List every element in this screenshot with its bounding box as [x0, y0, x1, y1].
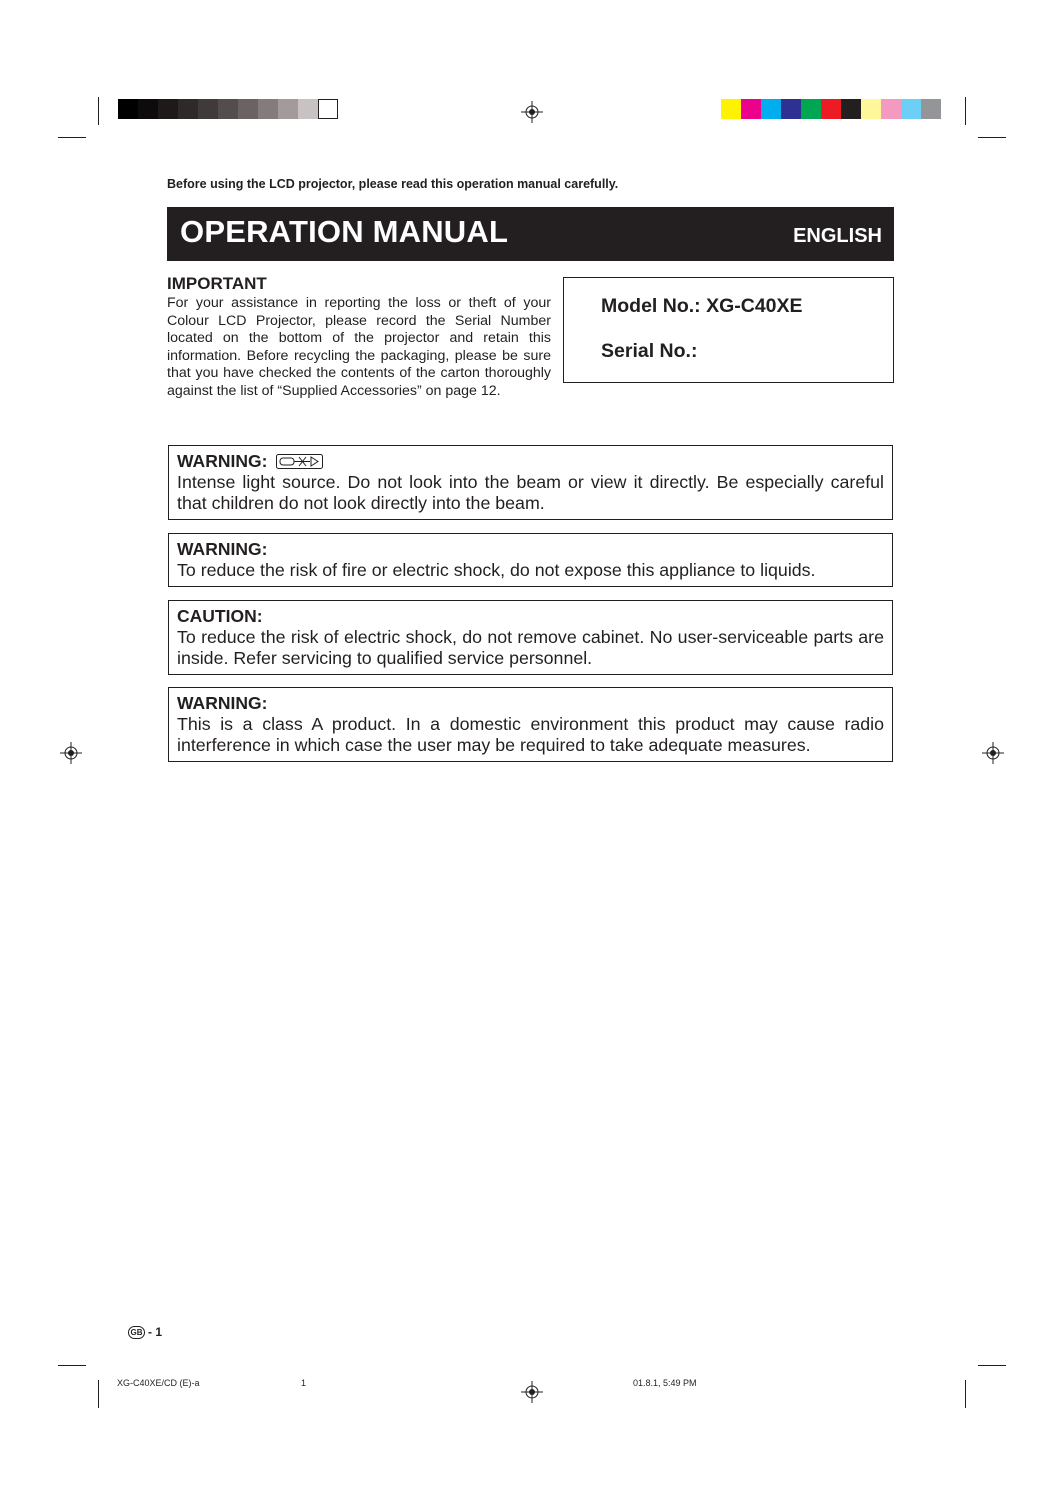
crop-mark: [965, 97, 966, 125]
color-swatch: [761, 99, 781, 119]
intro-note: Before using the LCD projector, please read this operation manual carefully.: [167, 177, 619, 191]
gray-swatch: [218, 99, 238, 119]
laser-beam-symbol-icon: [276, 454, 323, 469]
manual-header: [167, 207, 894, 261]
crop-mark: [58, 137, 86, 138]
notice-title: CAUTION:: [177, 606, 263, 626]
gray-swatch: [318, 99, 338, 119]
color-swatch: [781, 99, 801, 119]
color-swatch: [921, 99, 941, 119]
notice-text: Intense light source. Do not look into the beam or view it directly. Be especially careful that children do not look directly into the beam.: [177, 472, 884, 513]
page-title: OPERATION MANUAL: [180, 214, 509, 249]
gray-swatch: [178, 99, 198, 119]
crop-mark: [978, 137, 1006, 138]
notice-title: WARNING:: [177, 693, 268, 713]
color-swatch: [861, 99, 881, 119]
footer-page: 1: [301, 1378, 307, 1388]
crop-mark: [978, 1365, 1006, 1366]
notice-text: To reduce the risk of electric shock, do not remove cabinet. No user-serviceable parts are inside. Refer servicing to qualified service personnel.: [177, 627, 884, 668]
registration-mark-icon: [982, 742, 1004, 764]
gray-swatch: [238, 99, 258, 119]
color-swatch: [841, 99, 861, 119]
caution-notice: [168, 600, 893, 675]
footer-file-name: XG-C40XE/CD (E)-a: [117, 1378, 200, 1388]
gray-swatch: [298, 99, 318, 119]
page-number: [128, 1325, 162, 1339]
color-swatch: [721, 99, 741, 119]
important-heading: IMPORTANT: [167, 274, 267, 293]
gray-swatch: [198, 99, 218, 119]
serial-number: Serial No.:: [601, 340, 698, 362]
model-number: Model No.: XG-C40XE: [601, 295, 803, 317]
notice-title: WARNING:: [177, 451, 268, 471]
gray-swatch: [138, 99, 158, 119]
color-swatch: [881, 99, 901, 119]
model-info-box: [563, 277, 894, 383]
gray-swatch: [158, 99, 178, 119]
warning-notice-light: [168, 445, 893, 520]
crop-mark: [98, 97, 99, 125]
registration-mark-icon: [60, 742, 82, 764]
registration-mark-icon: [521, 1381, 543, 1403]
notice-text: This is a class A product. In a domestic environment this product may cause radio interference in which case the user may be required to take adequate measures.: [177, 714, 884, 755]
color-calibration-bar: [721, 99, 941, 119]
crop-mark: [58, 1365, 86, 1366]
color-swatch: [901, 99, 921, 119]
color-swatch: [821, 99, 841, 119]
gray-swatch: [278, 99, 298, 119]
color-swatch: [801, 99, 821, 119]
warning-notice-liquids: [168, 533, 893, 587]
gray-swatch: [118, 99, 138, 119]
page-number-text: - 1: [148, 1325, 163, 1339]
gray-calibration-bar: [118, 99, 338, 119]
registration-mark-icon: [521, 101, 543, 123]
gray-swatch: [258, 99, 278, 119]
crop-mark: [965, 1380, 966, 1408]
color-swatch: [741, 99, 761, 119]
notice-text: To reduce the risk of fire or electric shock, do not expose this appliance to liquids.: [177, 560, 816, 580]
region-badge: GB: [128, 1326, 145, 1339]
crop-mark: [98, 1380, 99, 1408]
notice-title: WARNING:: [177, 539, 268, 559]
language-label: ENGLISH: [793, 225, 882, 247]
warning-notice-class-a: [168, 687, 893, 762]
footer-timestamp: 01.8.1, 5:49 PM: [633, 1378, 697, 1388]
important-text: For your assistance in reporting the loss or theft of your Colour LCD Projector, please record the Serial Number located on the bottom of the projector and retain this information. Before recycling the packaging, please be sure that you have checked the contents of the carton thoroughly against the list of “Supplied Accessories” on page 12.: [167, 295, 551, 399]
